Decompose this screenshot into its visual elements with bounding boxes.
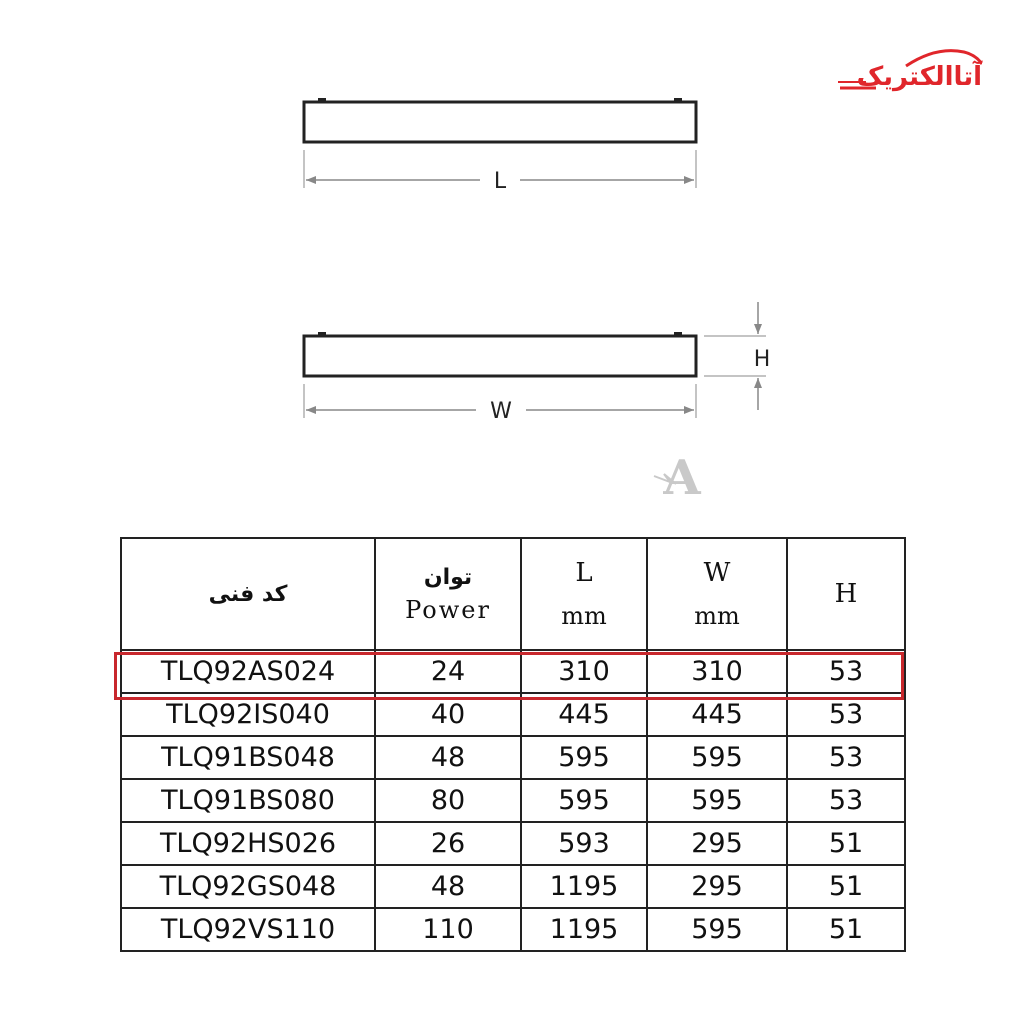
header-power-fa: توان bbox=[423, 564, 473, 590]
header-power-en: Power bbox=[405, 595, 491, 624]
cell-length: 593 bbox=[521, 822, 647, 865]
cell-width: 595 bbox=[647, 779, 787, 822]
cell-code: TLQ92VS110 bbox=[121, 908, 375, 951]
cell-width: 295 bbox=[647, 865, 787, 908]
table-row bbox=[121, 693, 905, 736]
cell-code: TLQ92HS026 bbox=[121, 822, 375, 865]
cell-length: 1195 bbox=[521, 865, 647, 908]
cell-power: 110 bbox=[375, 908, 521, 951]
cell-code: TLQ92IS040 bbox=[121, 693, 375, 736]
top-panel bbox=[304, 98, 696, 142]
header-height-label: H bbox=[834, 579, 858, 609]
header-power bbox=[375, 538, 521, 650]
cell-height: 53 bbox=[787, 779, 905, 822]
cell-width: 310 bbox=[647, 650, 787, 693]
height-label: H bbox=[753, 347, 770, 372]
cell-length: 595 bbox=[521, 779, 647, 822]
header-width-label: W bbox=[703, 558, 731, 588]
dimension-drawing bbox=[290, 88, 770, 418]
cell-power: 40 bbox=[375, 693, 521, 736]
cell-height: 51 bbox=[787, 908, 905, 951]
cell-width: 445 bbox=[647, 693, 787, 736]
cell-power: 24 bbox=[375, 650, 521, 693]
cell-width: 595 bbox=[647, 908, 787, 951]
table-row bbox=[121, 779, 905, 822]
length-label: L bbox=[493, 169, 507, 194]
spec-table bbox=[120, 537, 906, 952]
cell-height: 51 bbox=[787, 865, 905, 908]
cell-code: TLQ92GS048 bbox=[121, 865, 375, 908]
cell-height: 53 bbox=[787, 650, 905, 693]
width-label: W bbox=[490, 399, 512, 418]
cell-power: 48 bbox=[375, 865, 521, 908]
header-height bbox=[787, 538, 905, 650]
brand-logo bbox=[836, 44, 982, 100]
cell-power: 48 bbox=[375, 736, 521, 779]
watermark-logo bbox=[650, 446, 712, 504]
table-row bbox=[121, 736, 905, 779]
cell-code: TLQ91BS048 bbox=[121, 736, 375, 779]
table-row bbox=[121, 822, 905, 865]
cell-height: 53 bbox=[787, 693, 905, 736]
brand-name: آتاالکتریک bbox=[856, 62, 982, 92]
cell-height: 53 bbox=[787, 736, 905, 779]
header-length-unit: mm bbox=[561, 602, 607, 630]
cell-power: 80 bbox=[375, 779, 521, 822]
header-width-unit: mm bbox=[694, 602, 740, 630]
header-length-label: L bbox=[575, 558, 593, 588]
table-row bbox=[121, 865, 905, 908]
cell-width: 595 bbox=[647, 736, 787, 779]
header-code-label: کد فنی bbox=[208, 581, 288, 607]
table-row bbox=[121, 908, 905, 951]
watermark-letter: A bbox=[663, 450, 701, 504]
header-length bbox=[521, 538, 647, 650]
cell-code: TLQ92AS024 bbox=[121, 650, 375, 693]
cell-length: 310 bbox=[521, 650, 647, 693]
cell-length: 595 bbox=[521, 736, 647, 779]
cell-length: 445 bbox=[521, 693, 647, 736]
header-code bbox=[121, 538, 375, 650]
side-panel bbox=[304, 332, 696, 376]
cell-code: TLQ91BS080 bbox=[121, 779, 375, 822]
cell-height: 51 bbox=[787, 822, 905, 865]
table-row bbox=[121, 650, 905, 693]
cell-power: 26 bbox=[375, 822, 521, 865]
header-width bbox=[647, 538, 787, 650]
cell-length: 1195 bbox=[521, 908, 647, 951]
cell-width: 295 bbox=[647, 822, 787, 865]
table-header-row bbox=[121, 538, 905, 650]
